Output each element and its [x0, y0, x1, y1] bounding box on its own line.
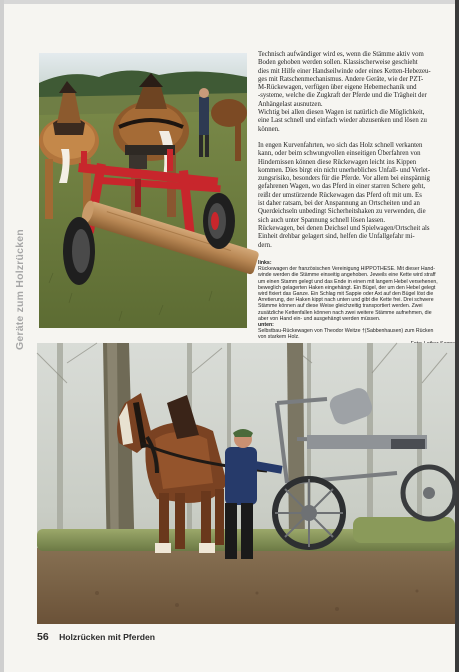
text-line: Hindernissen können diese Rückewagen leicht ins Kippen	[258, 158, 417, 166]
text-line: zungsrisiko, besonders für die Pferde. Vor allem bei einspännig	[258, 175, 430, 183]
caption-line: zusätzliche Kettenfallen können nach zwei weitere Stämme aufnehmen, die	[258, 309, 432, 316]
text-line: kommen. Dies birgt ein nicht unerhebliches Unfall- und Verlet-	[258, 166, 431, 174]
text-line: Querdeichseln unbedingt Sicherheitshaken zu verwenden, die	[258, 208, 426, 216]
photo-caption	[258, 260, 459, 342]
caption-line: Arretierung, der Haken kippt nach unten und gibt die Kette frei. Drei schwere	[258, 297, 434, 304]
caption-line: winde werden die Stämme einseitig angehoben. Jeweils eine Kette wird straff	[258, 272, 436, 279]
caption-heading-bottom: unten:	[258, 322, 274, 329]
text-line: Wichtig bei allen diesen Wagen ist natürlich die Möglichkeit,	[258, 109, 425, 117]
body-paragraph	[258, 142, 459, 250]
text-line: In engen Kurvenfahrten, wo sich das Holz schnell verkanten	[258, 141, 423, 149]
side-title	[10, 170, 26, 350]
caption-line: von starkem Holz.	[258, 334, 300, 341]
text-line: kann, oder beim schwungvollen einseitigen Überfahren von	[258, 150, 421, 158]
photo-horses-with-red-log-cart	[39, 53, 247, 328]
book-page	[4, 4, 455, 672]
book-title: Holzrücken mit Pferden	[59, 632, 156, 642]
text-line: dern.	[258, 241, 272, 249]
text-line: Technisch aufwändiger wird es, wenn die Stämme aktiv vom	[258, 51, 424, 58]
text-line: eine Last schnell und einfach wieder abzusenken und lösen zu	[258, 117, 427, 125]
body-paragraph	[258, 51, 459, 134]
caption-line: beweglich gelagerten Haken eingehängt. Ein Bügel, der um den Hebel gelegt	[258, 284, 436, 291]
text-line: reißt der umstürzende Rückewagen das Pferd oft mit um. Es	[258, 191, 422, 199]
text-line: ist daher ratsam, bei der Anspannung an Ortscheiten und an	[258, 200, 420, 208]
text-line: dies mit Hilfe einer Handseilwinde oder eines Ketten-Hebezeu-	[258, 67, 431, 75]
text-line: gefahrenen Wagen, wo das Pferd in einer starren Schere geht,	[258, 183, 426, 191]
text-line: M-Rückewagen, verfügen über eigene Hebemechanik und	[258, 84, 417, 92]
side-title-text: Geräte zum Holzrücken	[14, 229, 26, 350]
text-line: Rückewagen, bei denen Deichsel und Spielwagen/Ortscheit als	[258, 224, 430, 232]
caption-line: wird fixiert das Ganze. Ein Schlag mit Sappie oder Axt auf den Bügel löst die	[258, 291, 434, 298]
caption-line: Selbstbau-Rückewagen von Theodor Weitze †(Sabbenhausen) zum Rücken	[258, 328, 434, 335]
caption-line: Stämme können auf diese Weise gleichzeitig transportiert werden. Zwei	[258, 303, 423, 310]
text-line: Anhängelast ausnutzen.	[258, 100, 323, 108]
text-line: können.	[258, 125, 280, 133]
page-footer	[37, 631, 155, 643]
caption-line: Rückewagen der französischen Vereinigung HIPPOTHESE. Mit dieser Hand-	[258, 266, 436, 273]
text-line: -systeme, welche die Zugkraft der Pferde und die Trägheit der	[258, 92, 427, 100]
photo-horse-with-grey-log-cart	[37, 343, 455, 624]
text-line: ges mit Ratschenmechanismus. Andere Geräte, wie der PZT-	[258, 75, 424, 83]
caption-line: aber von Hand ein- und ausgehängt werden müssen.	[258, 315, 381, 322]
caption-line: um einen Stamm gelegt und das Ende in einen mit langem Hebel versehenen,	[258, 278, 438, 285]
text-line: Einheit drehbar gelagert sind, helfen die Unfallgefahr mi-	[258, 233, 415, 241]
page-number: 56	[37, 631, 49, 643]
caption-heading-top: links:	[258, 260, 272, 266]
text-line: Boden gehoben werden sollen. Klassischerweise geschieht	[258, 59, 418, 67]
text-line: sich auch unter Spannung schnell lösen lassen.	[258, 216, 386, 224]
